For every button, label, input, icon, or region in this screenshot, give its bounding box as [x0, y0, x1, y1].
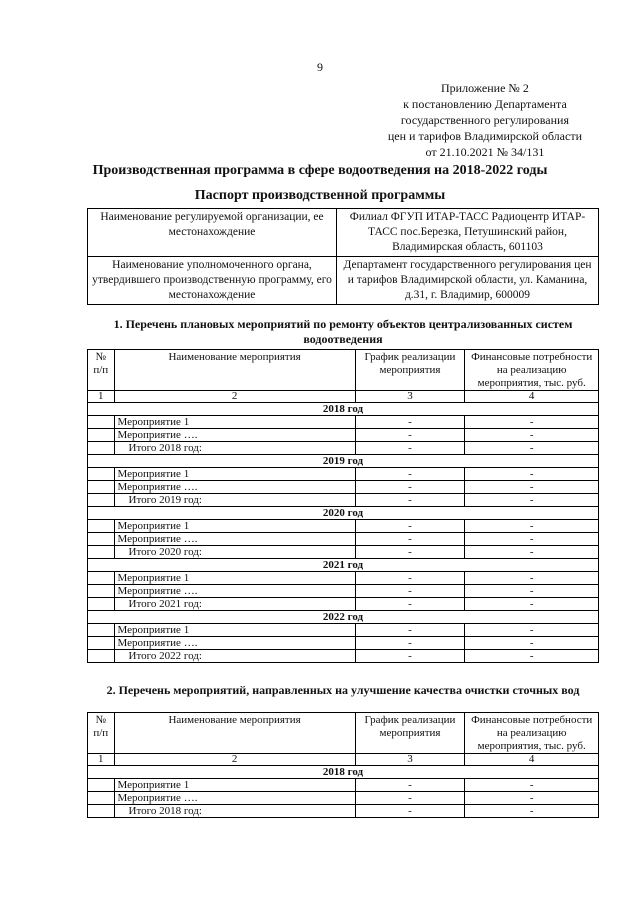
activity-name: Мероприятие 1 — [114, 416, 355, 429]
table-row — [88, 598, 599, 611]
table-row — [88, 416, 599, 429]
total-label: Итого 2020 год: — [114, 546, 355, 559]
column-header: Наименование мероприятия — [114, 350, 355, 391]
activity-name: Мероприятие …. — [114, 637, 355, 650]
finance-cell: - — [465, 598, 599, 611]
schedule-cell: - — [355, 416, 465, 429]
year-label: 2022 год — [88, 611, 599, 624]
schedule-cell: - — [355, 624, 465, 637]
year-row — [88, 455, 599, 468]
activity-name: Мероприятие …. — [114, 429, 355, 442]
activity-name: Мероприятие …. — [114, 792, 355, 805]
row-number — [88, 481, 115, 494]
section1-title: 1. Перечень плановых мероприятий по ремонту объектов централизованных систем водоотведения — [113, 317, 573, 346]
finance-cell: - — [465, 637, 599, 650]
column-number-row — [88, 391, 599, 403]
schedule-cell: - — [355, 792, 465, 805]
column-number: 3 — [355, 391, 465, 403]
schedule-cell: - — [355, 585, 465, 598]
activity-name: Мероприятие …. — [114, 533, 355, 546]
table-row — [88, 624, 599, 637]
appendix-line: Приложение № 2 — [441, 81, 529, 95]
document-subtitle: Паспорт производственной программы — [194, 188, 446, 203]
column-header: Наименование мероприятия — [114, 713, 355, 754]
table-row — [88, 572, 599, 585]
section2-title: 2. Перечень мероприятий, направленных на улучшение качества очистки сточных вод — [106, 683, 580, 697]
row-number — [88, 416, 115, 429]
finance-cell: - — [465, 481, 599, 494]
table-row — [88, 779, 599, 792]
table-row — [88, 468, 599, 481]
finance-cell: - — [465, 416, 599, 429]
schedule-cell: - — [355, 637, 465, 650]
finance-cell: - — [465, 779, 599, 792]
passport-row — [88, 257, 599, 305]
passport-value: Департамент государственного регулирования цен и тарифов Владимирской области, ул. Каманина, д.31, г. Владимир, 600009 — [337, 257, 599, 305]
column-header: Финансовые потребности на реализацию мероприятия, тыс. руб. — [465, 350, 599, 391]
table-row — [88, 520, 599, 533]
table-row — [88, 792, 599, 805]
schedule-cell: - — [355, 442, 465, 455]
appendix-line: государственного регулирования — [400, 113, 569, 127]
column-number: 3 — [355, 754, 465, 766]
document-title: Производственная программа в сфере водоотведения на 2018-2022 годы — [92, 163, 548, 178]
table-row — [88, 481, 599, 494]
finance-cell: - — [465, 805, 599, 818]
finance-cell: - — [465, 650, 599, 663]
passport-label: Наименование регулируемой организации, ее местонахождение — [88, 209, 337, 257]
year-label: 2021 год — [88, 559, 599, 572]
schedule-cell: - — [355, 494, 465, 507]
schedule-cell: - — [355, 468, 465, 481]
activity-name: Мероприятие 1 — [114, 779, 355, 792]
schedule-cell: - — [355, 546, 465, 559]
table-row — [88, 442, 599, 455]
activity-name: Мероприятие …. — [114, 585, 355, 598]
table-header-row — [88, 350, 599, 391]
column-number: 4 — [465, 391, 599, 403]
total-label: Итого 2019 год: — [114, 494, 355, 507]
schedule-cell: - — [355, 805, 465, 818]
row-number — [88, 468, 115, 481]
column-number: 2 — [114, 391, 355, 403]
row-number — [88, 494, 115, 507]
activity-name: Мероприятие …. — [114, 481, 355, 494]
total-label: Итого 2021 год: — [114, 598, 355, 611]
total-label: Итого 2018 год: — [114, 805, 355, 818]
table-row — [88, 533, 599, 546]
passport-label: Наименование уполномоченного органа, утвердившего производственную программу, его местонахождение — [88, 257, 337, 305]
row-number — [88, 598, 115, 611]
total-label: Итого 2018 год: — [114, 442, 355, 455]
table-row — [88, 637, 599, 650]
row-number — [88, 624, 115, 637]
finance-cell: - — [465, 520, 599, 533]
table-row — [88, 546, 599, 559]
passport-table — [87, 208, 599, 305]
year-label: 2018 год — [88, 766, 599, 779]
finance-cell: - — [465, 533, 599, 546]
column-number: 4 — [465, 754, 599, 766]
row-number — [88, 792, 115, 805]
column-number: 1 — [88, 754, 115, 766]
column-header: График реализации мероприятия — [355, 350, 465, 391]
section2-table — [87, 712, 599, 818]
column-header: № п/п — [88, 350, 115, 391]
row-number — [88, 805, 115, 818]
row-number — [88, 533, 115, 546]
row-number — [88, 546, 115, 559]
table-header-row — [88, 713, 599, 754]
passport-row — [88, 209, 599, 257]
finance-cell: - — [465, 429, 599, 442]
year-row — [88, 507, 599, 520]
table-row — [88, 494, 599, 507]
appendix-line: цен и тарифов Владимирской области — [387, 129, 582, 143]
row-number — [88, 572, 115, 585]
row-number — [88, 637, 115, 650]
page-number: 9 — [317, 60, 323, 74]
finance-cell: - — [465, 572, 599, 585]
table-row — [88, 805, 599, 818]
appendix-note — [388, 80, 582, 160]
row-number — [88, 520, 115, 533]
table-row — [88, 585, 599, 598]
passport-value: Филиал ФГУП ИТАР-ТАСС Радиоцентр ИТАР-ТАСС пос.Березка, Петушинский район, Владимирская область, 601103 — [337, 209, 599, 257]
year-row — [88, 611, 599, 624]
row-number — [88, 429, 115, 442]
row-number — [88, 442, 115, 455]
activity-name: Мероприятие 1 — [114, 468, 355, 481]
column-number-row — [88, 754, 599, 766]
year-label: 2018 год — [88, 403, 599, 416]
column-header: № п/п — [88, 713, 115, 754]
activity-name: Мероприятие 1 — [114, 572, 355, 585]
finance-cell: - — [465, 585, 599, 598]
schedule-cell: - — [355, 429, 465, 442]
finance-cell: - — [465, 468, 599, 481]
finance-cell: - — [465, 546, 599, 559]
row-number — [88, 650, 115, 663]
schedule-cell: - — [355, 533, 465, 546]
schedule-cell: - — [355, 481, 465, 494]
finance-cell: - — [465, 624, 599, 637]
schedule-cell: - — [355, 572, 465, 585]
column-number: 2 — [114, 754, 355, 766]
row-number — [88, 779, 115, 792]
year-label: 2019 год — [88, 455, 599, 468]
column-header: График реализации мероприятия — [355, 713, 465, 754]
year-row — [88, 766, 599, 779]
appendix-line: к постановлению Департамента — [403, 97, 567, 111]
year-row — [88, 403, 599, 416]
row-number — [88, 585, 115, 598]
schedule-cell: - — [355, 520, 465, 533]
schedule-cell: - — [355, 650, 465, 663]
table-row — [88, 650, 599, 663]
column-number: 1 — [88, 391, 115, 403]
activity-name: Мероприятие 1 — [114, 624, 355, 637]
appendix-line: от 21.10.2021 № 34/131 — [425, 145, 545, 159]
activity-name: Мероприятие 1 — [114, 520, 355, 533]
finance-cell: - — [465, 442, 599, 455]
finance-cell: - — [465, 792, 599, 805]
year-label: 2020 год — [88, 507, 599, 520]
schedule-cell: - — [355, 779, 465, 792]
column-header: Финансовые потребности на реализацию мероприятия, тыс. руб. — [465, 713, 599, 754]
schedule-cell: - — [355, 598, 465, 611]
table-row — [88, 429, 599, 442]
section1-table — [87, 349, 599, 663]
total-label: Итого 2022 год: — [114, 650, 355, 663]
year-row — [88, 559, 599, 572]
finance-cell: - — [465, 494, 599, 507]
